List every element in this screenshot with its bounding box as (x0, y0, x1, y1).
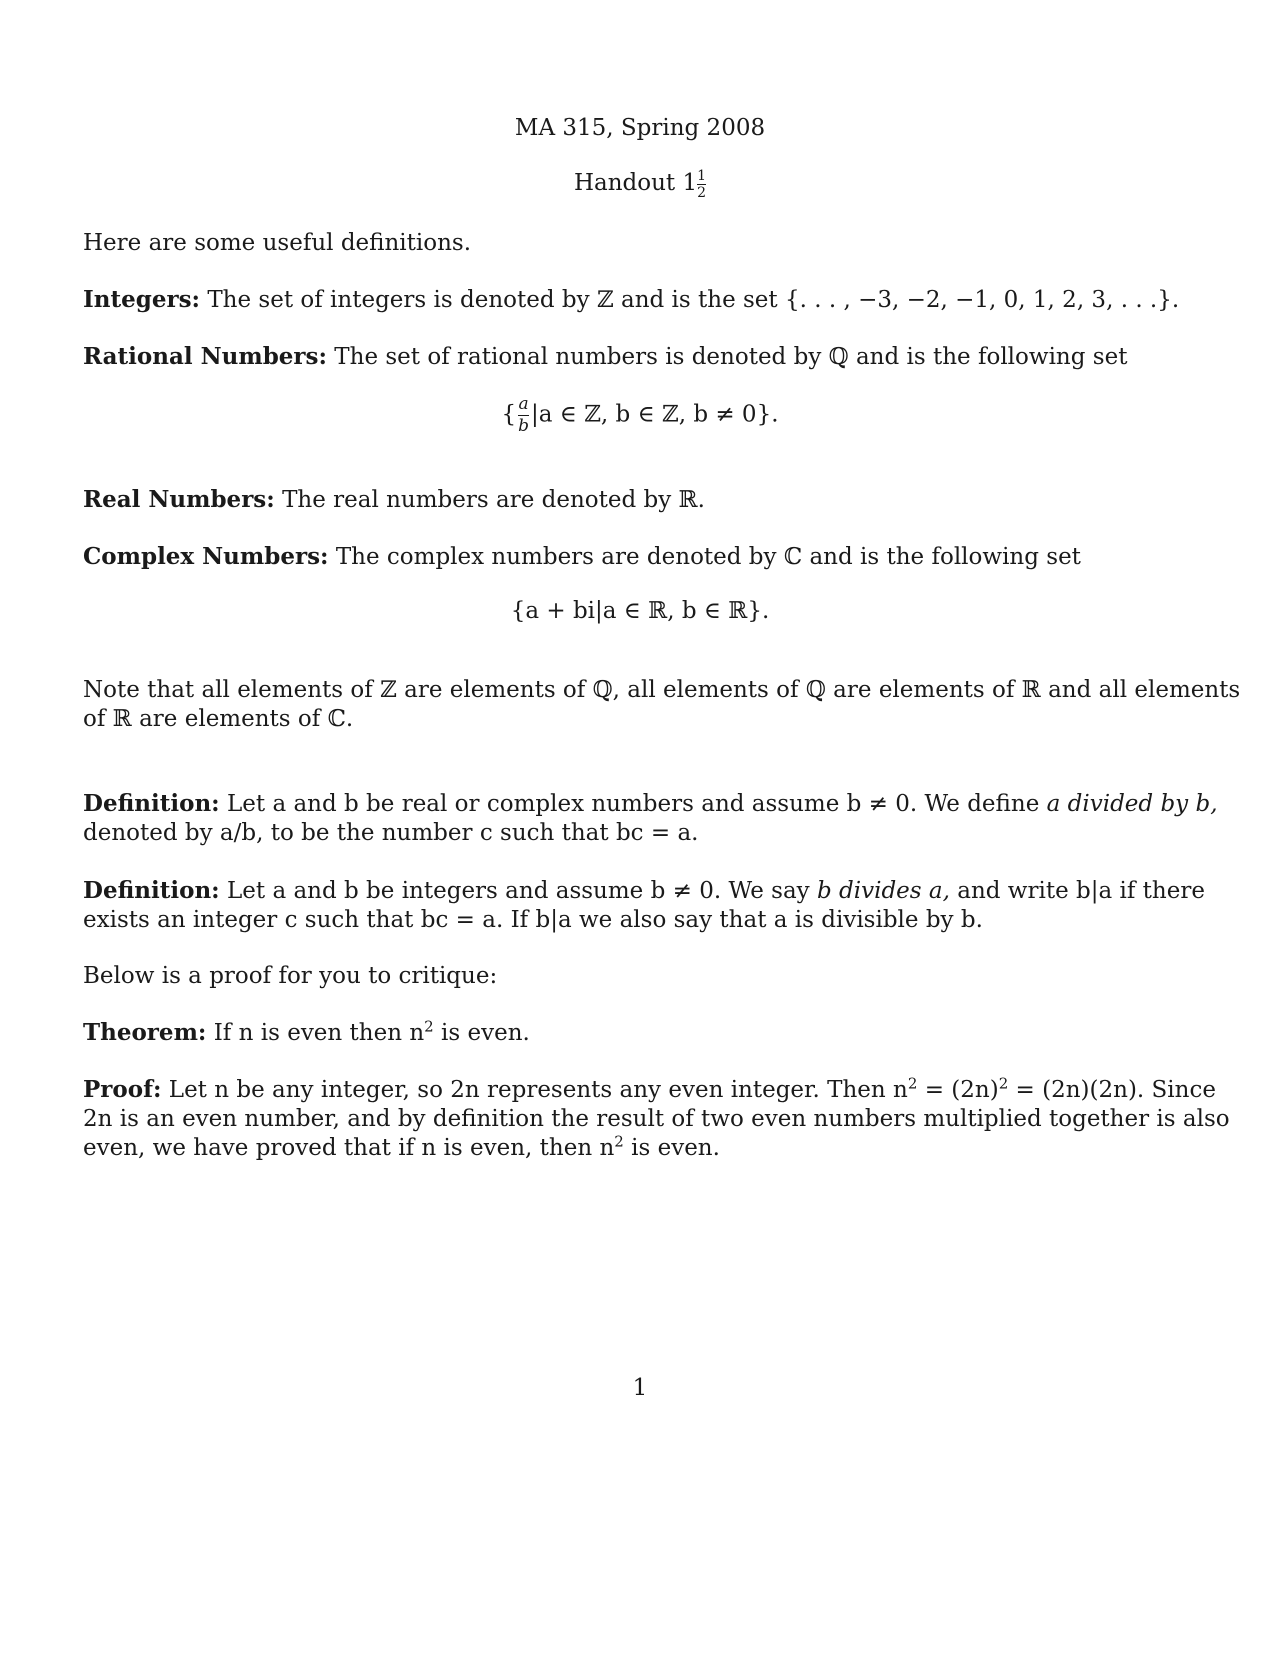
rationals-set-open: { (501, 401, 517, 428)
rationals-label: Rational Numbers: (83, 343, 327, 370)
divides-definition-line-2 (83, 905, 983, 935)
divided-definition-text: Let a and b be real or complex numbers and assume b ≠ 0. We define (227, 791, 1040, 817)
divided-definition-label: Definition: (83, 790, 220, 817)
proof-text-3b: is even. (631, 1135, 720, 1161)
handout-fraction-denominator: 2 (697, 184, 707, 201)
proof-superscript-2: 2 (998, 1074, 1009, 1093)
proof-line-3 (83, 1133, 720, 1163)
proof-text-2: 2n is an even number, and by definition the result of two even numbers multiplied together is also (83, 1106, 1230, 1132)
page-number (0, 1373, 1280, 1403)
theorem-superscript: 2 (424, 1017, 434, 1036)
divides-definition-term: b divides a, (816, 878, 950, 904)
divides-definition-line-1 (83, 876, 1205, 906)
theorem (83, 1018, 530, 1048)
divided-definition-line-1 (83, 789, 1218, 819)
handout-title-text: Handout 1 (573, 170, 698, 196)
rationals-set-rest: |a ∈ ℤ, b ∈ ℤ, b ≠ 0}. (531, 401, 779, 428)
intro-line (83, 228, 471, 258)
complex-set-text: {a + bi|a ∈ ℝ, b ∈ ℝ}. (510, 598, 770, 624)
reals-label: Real Numbers: (83, 486, 275, 513)
handout-fraction (697, 169, 706, 200)
rationals-set (0, 396, 1280, 435)
theorem-text: If n is even then n (213, 1020, 425, 1046)
complex-set (0, 596, 1280, 626)
integers-definition (83, 285, 1179, 315)
proof-label: Proof: (83, 1076, 162, 1103)
note-line-2 (83, 704, 353, 734)
course-title-text: MA 315, Spring 2008 (514, 115, 766, 141)
proof-line-2 (83, 1104, 1230, 1134)
integers-label: Integers: (83, 286, 201, 313)
divides-definition-text-2: exists an integer c such that bc = a. If b|a we also say that a is divisible by b. (83, 907, 983, 933)
proof-text-1b: = (2n) (924, 1077, 999, 1103)
critique-intro-text: Below is a proof for you to critique: (83, 963, 498, 989)
critique-intro (83, 961, 497, 991)
complex-text: The complex numbers are denoted by ℂ and is the following set (335, 544, 1081, 570)
divides-definition-label: Definition: (83, 877, 220, 904)
proof-superscript-1: 2 (907, 1074, 918, 1093)
divides-definition-text: Let a and b be integers and assume b ≠ 0. We say (227, 878, 810, 904)
proof-superscript-3: 2 (614, 1132, 624, 1151)
theorem-text-end: is even. (441, 1020, 530, 1046)
handout-fraction-numerator: 1 (697, 167, 707, 184)
divided-definition-text-2: denoted by a/b, to be the number c such that bc = a. (83, 820, 699, 846)
complex-label: Complex Numbers: (83, 543, 329, 570)
divides-definition-text-b: and write b|a if there (957, 878, 1205, 904)
rationals-fraction-denominator: b (518, 416, 530, 436)
rationals-fraction (518, 396, 529, 435)
reals-definition (83, 485, 705, 515)
handout-title (0, 168, 1280, 200)
complex-definition (83, 542, 1081, 572)
rationals-fraction-numerator: a (518, 394, 529, 414)
page-number-text: 1 (632, 1375, 648, 1401)
note-text-2: of ℝ are elements of ℂ. (83, 706, 354, 732)
divided-definition-term: a divided by b, (1046, 791, 1218, 817)
proof-text-1a: Let n be any integer, so 2n represents any even integer. Then n (168, 1077, 908, 1103)
proof-line-1 (83, 1074, 1216, 1105)
divided-definition-line-2 (83, 818, 698, 848)
intro-text: Here are some useful definitions. (83, 230, 472, 256)
rationals-text: The set of rational numbers is denoted by ℚ and is the following set (334, 344, 1128, 370)
proof-text-1c: = (2n)(2n). Since (1015, 1077, 1216, 1103)
reals-text: The real numbers are denoted by ℝ. (282, 487, 705, 513)
theorem-label: Theorem: (83, 1019, 207, 1046)
integers-text: The set of integers is denoted by ℤ and is the set {. . . , −3, −2, −1, 0, 1, 2, 3, . . .}. (207, 287, 1180, 313)
proof-text-3a: even, we have proved that if n is even, then n (83, 1135, 615, 1161)
rationals-definition (83, 342, 1127, 372)
course-title (0, 113, 1280, 143)
note-line-1 (83, 675, 1241, 705)
note-text-1: Note that all elements of ℤ are elements of ℚ, all elements of ℚ are elements of ℝ and all elements (83, 677, 1241, 703)
